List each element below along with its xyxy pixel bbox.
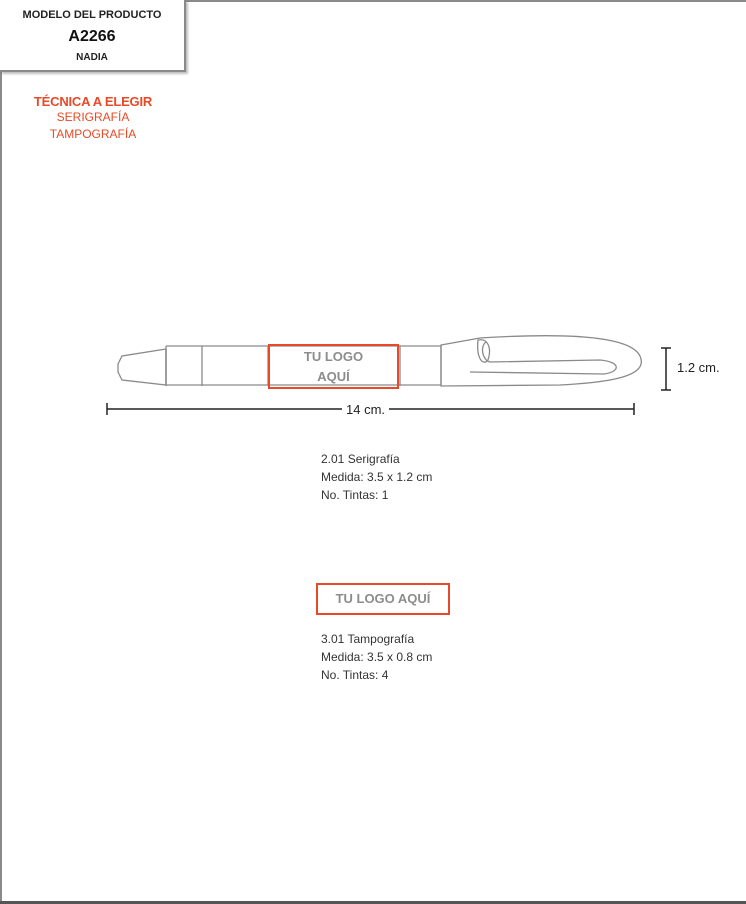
pen-tip (118, 349, 166, 385)
technique-title: TÉCNICA A ELEGIR (33, 94, 153, 109)
pen-clip-loop (478, 340, 490, 362)
pen-logo-area (268, 344, 399, 389)
product-code: A2266 (68, 28, 116, 45)
product-name: NADIA (76, 52, 108, 63)
technique-option-serigrafia: SERIGRAFÍA (56, 110, 130, 124)
product-model-box (0, 0, 186, 72)
spec-serigrafia (321, 450, 432, 504)
spec-tampografia-size: Medida: 3.5 x 0.8 cm (321, 650, 433, 664)
spec-serigrafia-size: Medida: 3.5 x 1.2 cm (321, 470, 433, 484)
technique-option-tampografia: TAMPOGRAFÍA (49, 127, 137, 141)
spec-tampografia (321, 630, 432, 684)
spec-tampografia-inks: No. Tintas: 4 (321, 668, 389, 682)
spec-tampografia-title: 3.01 Tampografía (321, 632, 415, 646)
page-border-left (0, 0, 2, 904)
technique-section (20, 94, 166, 143)
height-dimension-label: 1.2 cm. (677, 360, 720, 375)
pen-logo-text-line2: AQUÍ (317, 368, 350, 384)
tampografia-logo-area: TU LOGO AQUÍ (316, 583, 450, 615)
spec-serigrafia-inks: No. Tintas: 1 (321, 488, 389, 502)
pen-logo-text-line1: TU LOGO (303, 348, 364, 364)
length-dimension-label: 14 cm. (342, 402, 389, 417)
pen-clip (470, 342, 616, 374)
spec-serigrafia-title: 2.01 Serigrafía (321, 452, 400, 466)
product-model-label: MODELO DEL PRODUCTO (22, 9, 162, 21)
